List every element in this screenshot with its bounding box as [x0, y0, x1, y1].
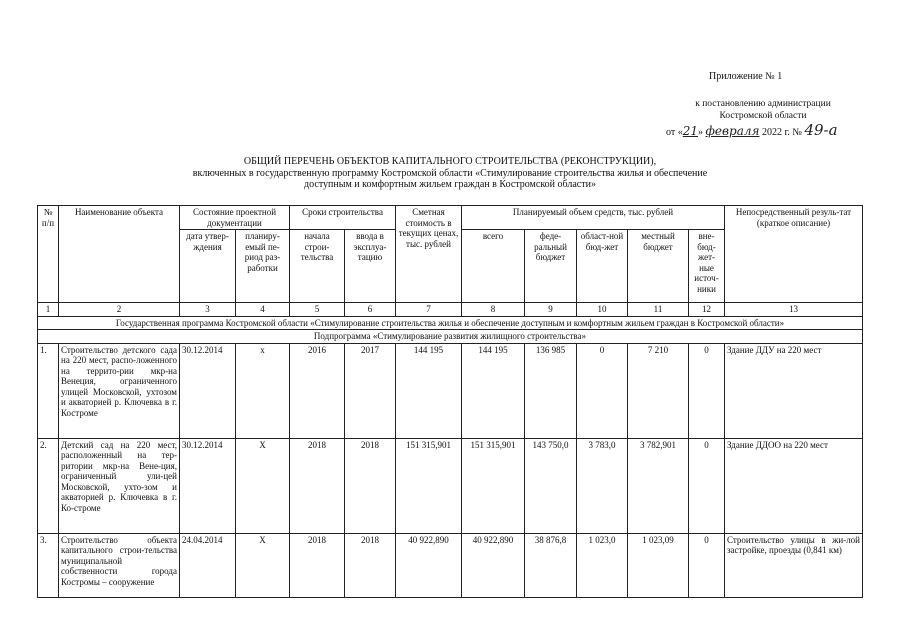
title-line-2: включенных в государственную программу Костромской области «Стимулирование строительства жилья и обеспечение: [192, 167, 708, 179]
colnum: 5: [290, 303, 345, 317]
subprogram-row: [38, 330, 863, 344]
row-federal: 38 876,8: [525, 533, 577, 597]
row-total: 151 315,901: [462, 438, 525, 533]
appendix-label: Приложение № 1: [709, 71, 783, 82]
header-num: № п/п: [38, 206, 59, 303]
program-row: [38, 316, 863, 330]
header-local: местный бюджет: [628, 230, 689, 303]
row-local: 7 210: [628, 343, 689, 438]
header-row-1: [38, 206, 863, 230]
header-result: Непосредственный резуль-тат (краткое описание): [725, 206, 863, 303]
colnum: 6: [345, 303, 396, 317]
row-federal: 143 750,0: [525, 438, 577, 533]
row-extra: 0: [689, 343, 725, 438]
row-regional: 1 023,0: [577, 533, 628, 597]
row-num: 1.: [38, 343, 59, 438]
header-funds: Планируемый объем средств, тыс. рублей: [462, 206, 725, 230]
table-row: [38, 343, 863, 438]
date-year: 2022 г. №: [759, 127, 805, 138]
row-result: Здание ДДОО на 220 мест: [725, 438, 863, 533]
row-local: 1 023,09: [628, 533, 689, 597]
row-start: 2018: [290, 533, 345, 597]
date-mid: »: [698, 127, 706, 138]
table-row: [38, 438, 863, 533]
row-plan: x: [236, 343, 290, 438]
row-end: 2018: [345, 533, 396, 597]
header-federal: феде-ральный бюджет: [525, 230, 577, 303]
colnum: 1: [38, 303, 59, 317]
row-regional: 0: [577, 343, 628, 438]
subprogram-title: Подпрограмма «Стимулирование развития жилищного строительства»: [38, 330, 863, 344]
row-name: Строительство детского сада на 220 мест, распо-ложенного на террито-рии мкр-на Венеция, ограниченного улицей Московской, ухтозом и акваторией р. Ключевка в г. Костроме: [59, 343, 180, 438]
header-extra: вне-бюд-жет-ные источ-ники: [689, 230, 725, 303]
colnum: 7: [396, 303, 462, 317]
row-result: Строительство улицы в жи-лой застройке, проезды (0,841 км): [725, 533, 863, 597]
row-regional: 3 783,0: [577, 438, 628, 533]
objects-table: [37, 205, 863, 598]
header-start: начала строи-тельства: [290, 230, 345, 303]
row-end: 2017: [345, 343, 396, 438]
table-row: [38, 533, 863, 597]
date-day-handwritten: 21: [682, 124, 699, 138]
row-approval-date: 24.04.2014: [180, 533, 236, 597]
row-total: 144 195: [462, 343, 525, 438]
colnum: 8: [462, 303, 525, 317]
resolution-block: [672, 99, 854, 122]
header-regional: област-ной бюд-жет: [577, 230, 628, 303]
row-cost: 144 195: [396, 343, 462, 438]
row-start: 2016: [290, 343, 345, 438]
row-plan: X: [236, 533, 290, 597]
header-docs: Состояние проектной документации: [180, 206, 290, 230]
colnum: 12: [689, 303, 725, 317]
resolution-date-line: [666, 121, 838, 139]
colnum: 10: [577, 303, 628, 317]
row-approval-date: 30.12.2014: [180, 438, 236, 533]
date-month-handwritten: февраля: [705, 124, 760, 138]
row-cost: 151 315,901: [396, 438, 462, 533]
region-label: Костромской области: [719, 110, 807, 121]
header-total: всего: [462, 230, 525, 303]
row-federal: 136 985: [525, 343, 577, 438]
title-line-1: ОБЩИЙ ПЕРЕЧЕНЬ ОБЪЕКТОВ КАПИТАЛЬНОГО СТРОИТЕЛЬСТВА (РЕКОНСТРУКЦИИ),: [243, 156, 657, 167]
header-cost: Сметная стоимость в текущих ценах, тыс. рублей: [396, 206, 462, 303]
header-docs-plan: планиру-емый пе-риод раз-работки: [236, 230, 290, 303]
colnum: 9: [525, 303, 577, 317]
colnum: 11: [628, 303, 689, 317]
colnum: 2: [59, 303, 180, 317]
row-result: Здание ДДУ на 220 мест: [725, 343, 863, 438]
header-commission: ввода в эксплуа-тацию: [345, 230, 396, 303]
title-line-3: доступным и комфортным жильем граждан в Костромской области»: [304, 179, 596, 190]
resolution-number-handwritten: 49-а: [804, 121, 838, 139]
column-number-row: [38, 303, 863, 317]
row-name: Строительство объекта капитального строи-тельства муниципальной собственности города Костромы – сооружение: [59, 533, 180, 597]
date-prefix: от «: [666, 127, 683, 138]
header-docs-date: дата утвер-ждения: [180, 230, 236, 303]
colnum: 13: [725, 303, 863, 317]
row-start: 2018: [290, 438, 345, 533]
row-num: 2.: [38, 438, 59, 533]
row-local: 3 782,901: [628, 438, 689, 533]
row-extra: 0: [689, 438, 725, 533]
row-cost: 40 922,890: [396, 533, 462, 597]
row-extra: 0: [689, 533, 725, 597]
row-approval-date: 30.12.2014: [180, 343, 236, 438]
colnum: 4: [236, 303, 290, 317]
resolution-label: к постановлению администрации: [695, 99, 831, 109]
row-total: 40 922,890: [462, 533, 525, 597]
header-terms: Сроки строительства: [290, 206, 396, 230]
row-end: 2018: [345, 438, 396, 533]
header-name: Наименование объекта: [59, 206, 180, 303]
colnum: 3: [180, 303, 236, 317]
row-name: Детский сад на 220 мест, расположенный на тер-ритории мкр-на Вене-ция, ограниченный ули-цей Московской, ухто-зом и акваторией р. Ключевка в г. Ко-строме: [59, 438, 180, 533]
program-title: Государственная программа Костромской области «Стимулирование строительства жилья и обеспечение доступным и комфортным жильем граждан в Костромской области»: [38, 316, 863, 330]
row-num: 3.: [38, 533, 59, 597]
row-plan: X: [236, 438, 290, 533]
document-title: [60, 156, 840, 191]
